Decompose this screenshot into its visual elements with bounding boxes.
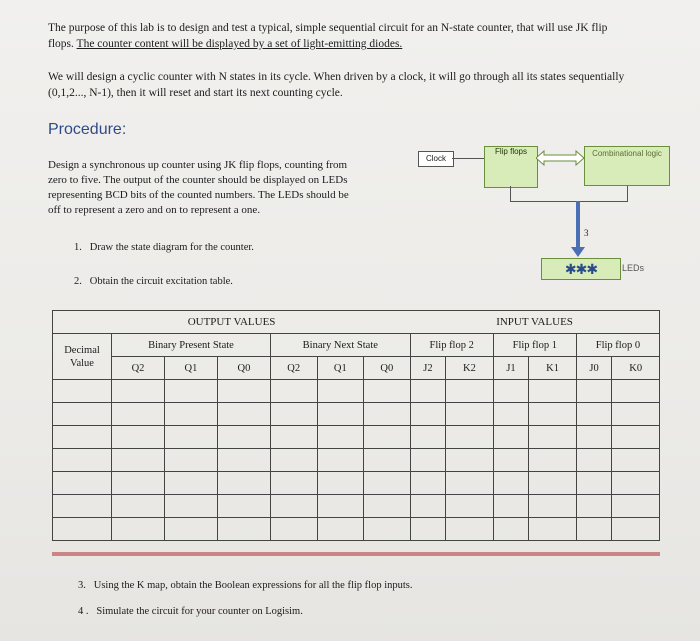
input-values-header: INPUT VALUES	[410, 311, 659, 334]
col-header: J1	[493, 357, 529, 380]
col-header: K2	[446, 357, 494, 380]
intro-line-2b: The counter content will be displayed by a set of light-emitting diodes.	[76, 38, 403, 50]
led-bus-line	[576, 201, 580, 249]
design-line: off to represent a zero and on to represent a one.	[48, 204, 261, 216]
intro-line-2	[48, 37, 402, 52]
step-number: 1.	[74, 242, 82, 253]
binary-present-header: Binary Present State	[112, 334, 271, 357]
step-text: Obtain the circuit excitation table.	[89, 276, 233, 287]
bus-width-label: 3	[584, 228, 589, 238]
ff-down-wire	[510, 186, 511, 202]
decimal-value-header: Decimal Value	[53, 334, 112, 380]
intro-line-1: The purpose of this lab is to design and test a typical, simple sequential circuit for an N-state counter, that will use JK flip	[48, 22, 608, 34]
clock-block: Clock	[418, 151, 454, 167]
step-text: Simulate the circuit for your counter on Logisim.	[96, 606, 303, 617]
clock-wire	[452, 158, 484, 159]
col-header: J2	[410, 357, 446, 380]
leds-label: LEDs	[622, 263, 645, 273]
col-header: K0	[612, 357, 660, 380]
step-1	[74, 242, 254, 253]
procedure-heading: Procedure:	[48, 121, 127, 138]
step-number: 2.	[74, 276, 82, 287]
col-header: Q0	[217, 357, 270, 380]
table-row	[53, 380, 660, 403]
step-number: 3.	[78, 580, 86, 591]
highlight-line	[52, 552, 660, 556]
table-row	[53, 403, 660, 426]
table-row	[53, 449, 660, 472]
intro-line-2a: flops.	[48, 38, 74, 50]
design-line: zero to five. The output of the counter should be displayed on LEDs	[48, 174, 348, 186]
combinational-logic-block: Combinational logic	[584, 146, 670, 186]
step-4	[78, 606, 303, 617]
col-header: J0	[576, 357, 612, 380]
col-header: Q2	[112, 357, 165, 380]
col-header: Q0	[364, 357, 411, 380]
step-3	[78, 580, 413, 591]
leds-block: ✱✱✱	[541, 258, 621, 280]
intro-line-4: (0,1,2..., N-1), then it will reset and start its next counting cycle.	[48, 87, 343, 99]
table-row	[53, 472, 660, 495]
double-arrow-icon	[536, 150, 584, 166]
step-number: 4 .	[78, 606, 89, 617]
design-text	[48, 158, 408, 218]
intro-line-3: We will design a cyclic counter with N states in its cycle. When driven by a clock, it will go through all its states sequentially	[48, 71, 625, 83]
flip-flops-block: Flip flops	[484, 146, 538, 188]
arrow-down-icon	[571, 247, 585, 257]
step-2	[74, 276, 233, 287]
excitation-table	[52, 310, 660, 541]
design-line: Design a synchronous up counter using JK flip flops, counting from	[48, 159, 348, 171]
cl-down-wire	[627, 186, 628, 202]
table-row	[53, 426, 660, 449]
table-row	[53, 495, 660, 518]
col-header: K1	[529, 357, 577, 380]
ff2-header: Flip flop 2	[410, 334, 493, 357]
table-row	[53, 518, 660, 541]
ff0-header: Flip flop 0	[576, 334, 659, 357]
col-header: Q2	[270, 357, 317, 380]
ff-cl-bus	[510, 201, 578, 202]
col-header: Q1	[317, 357, 364, 380]
col-header: Q1	[164, 357, 217, 380]
cl-bus	[578, 201, 628, 202]
step-text: Using the K map, obtain the Boolean expressions for all the flip flop inputs.	[93, 580, 413, 591]
step-text: Draw the state diagram for the counter.	[89, 242, 254, 253]
design-line: representing BCD bits of the counted numbers. The LEDs should be	[48, 189, 349, 201]
ff1-header: Flip flop 1	[493, 334, 576, 357]
binary-next-header: Binary Next State	[270, 334, 410, 357]
output-values-header: OUTPUT VALUES	[53, 311, 411, 334]
